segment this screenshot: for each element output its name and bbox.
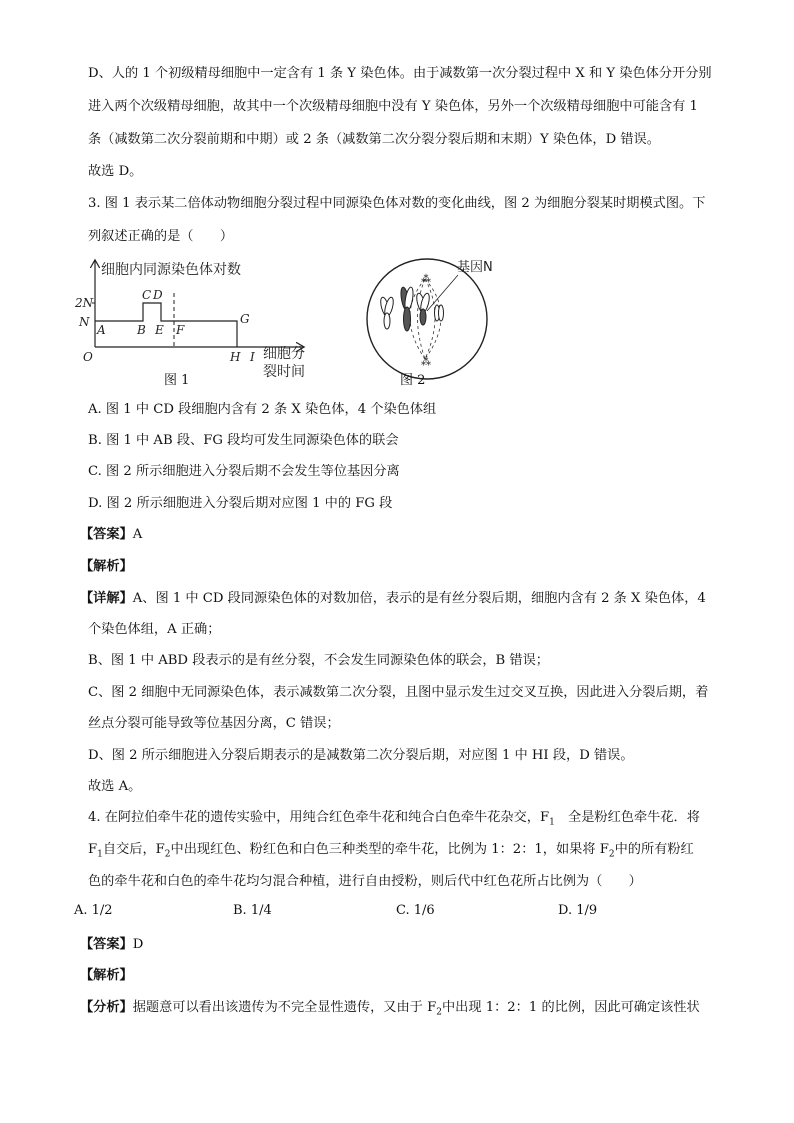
- option-D: D. 图 2 所示细胞进入分裂后期对应图 1 中的 FG 段: [88, 496, 393, 511]
- text-line: 故选 D。: [88, 164, 143, 179]
- origin-label: O: [83, 350, 93, 364]
- answer-row: [80, 525, 142, 545]
- analysis-tag: 【解析】: [80, 559, 133, 574]
- question-4-stem: 4. 在阿拉伯牵牛花的遗传实验中，用纯合红色牵牛花和纯合白色牵牛花杂交，$F_1$ 全是粉红色牵牛花．将: [88, 810, 700, 828]
- q4-fenxi-line: 【分析】据题意可以看出该遗传为不完全显性遗传，又由于 $F_2$中出现 1：2：1 的比例，因此可确定该性状: [80, 1000, 700, 1018]
- x-axis-label-line2: 裂时间: [263, 364, 305, 380]
- answer-value: A: [132, 527, 143, 542]
- point-label-H: H: [230, 350, 241, 364]
- centriole-top: ⁂: [421, 274, 431, 285]
- detail-line: D、图 2 所示细胞进入分裂后期表示的是减数第二次分裂后期，对应图 1 中 HI 段，D 错误。: [88, 748, 634, 763]
- point-label-A: A: [97, 323, 106, 337]
- y-axis-label: 细胞内同源染色体对数: [101, 262, 241, 278]
- point-label-B: B: [137, 323, 146, 337]
- option-A: A. 图 1 中 CD 段细胞内含有 2 条 X 染色体，4 个染色体组: [88, 402, 437, 417]
- figure-1-caption: 图 1: [164, 373, 190, 388]
- answer-tag: 【答案】: [80, 527, 133, 542]
- option-B: B. 图 1 中 AB 段、FG 段均可发生同源染色体的联会: [88, 433, 399, 448]
- point-label-E: E: [155, 323, 164, 337]
- point-label-D: D: [153, 288, 163, 302]
- y-tick-2N: 2N: [75, 296, 94, 310]
- detail-line: 个染色体组，A 正确；: [88, 622, 221, 637]
- chromosomes: [379, 287, 443, 331]
- point-label-F: F: [176, 323, 185, 337]
- q4-answer-row: 【答案】D: [80, 937, 144, 952]
- point-label-I: I: [250, 350, 255, 364]
- detail-tag: 【详解】: [80, 591, 133, 606]
- point-label-C: C: [142, 288, 152, 302]
- y-tick-N: N: [79, 315, 90, 329]
- figure-2-caption: 图 2: [400, 373, 426, 388]
- q4-option-D: D. 1/9: [558, 903, 598, 918]
- option-C: C. 图 2 所示细胞进入分裂后期不会发生等位基因分离: [88, 464, 400, 479]
- text-line: 条（减数第二次分裂前期和中期）或 2 条（减数第二次分裂分裂后期和末期）Y 染色体，D 错误。: [88, 132, 660, 147]
- question-3-stem: 列叙述正确的是（ ）: [88, 229, 234, 244]
- gene-N-label: 基因N: [457, 260, 493, 275]
- x-axis-label-line1: 细胞分: [263, 346, 305, 362]
- detail-line: 【详解】A、图 1 中 CD 段同源染色体的对数加倍，表示的是有丝分裂后期，细胞内含有 2 条 X 染色体，4: [80, 591, 706, 606]
- centriole-bottom: ⁂: [421, 357, 431, 368]
- question-4-stem: 色的牵牛花和白色的牵牛花均匀混合种植，进行自由授粉，则后代中红色花所占比例为（ ）: [88, 874, 642, 889]
- detail-line: B、图 1 中 ABD 段表示的是有丝分裂，不会发生同源染色体的联会，B 错误；: [88, 653, 549, 668]
- q4-analysis-tag: 【解析】: [80, 968, 133, 983]
- question-3-stem: 3. 图 1 表示某二倍体动物细胞分裂过程中同源染色体对数的变化曲线，图 2 为细胞分裂某时期模式图。下: [88, 196, 706, 211]
- figure-2-cell-diagram: [355, 255, 515, 385]
- data-curve: [95, 303, 237, 347]
- detail-line: 故选 A。: [88, 779, 142, 794]
- figure-1-chart: [75, 255, 335, 385]
- text-line: D、人的 1 个初级精母细胞中一定含有 1 条 Y 染色体。由于减数第一次分裂过程中 X 和 Y 染色体分开分别: [88, 66, 712, 81]
- detail-line: 丝点分裂可能导致等位基因分离，C 错误；: [88, 716, 340, 731]
- question-4-stem: $F_1$自交后，$F_2$中出现红色、粉红色和白色三种类型的牵牛花，比例为 1：2：1，如果将 $F_2$中的所有粉红: [88, 842, 694, 860]
- text-line: 进入两个次级精母细胞，故其中一个次级精母细胞中没有 Y 染色体，另外一个次级精母细胞中可能含有 1: [88, 99, 698, 114]
- detail-line: C、图 2 细胞中无同源染色体，表示减数第二次分裂，且图中显示发生过交叉互换，因此进入分裂后期，着: [88, 685, 709, 700]
- point-label-G: G: [240, 312, 250, 326]
- q4-option-B: B. 1/4: [233, 903, 272, 918]
- q4-option-C: C. 1/6: [396, 903, 435, 918]
- q4-option-A: A. 1/2: [74, 903, 113, 918]
